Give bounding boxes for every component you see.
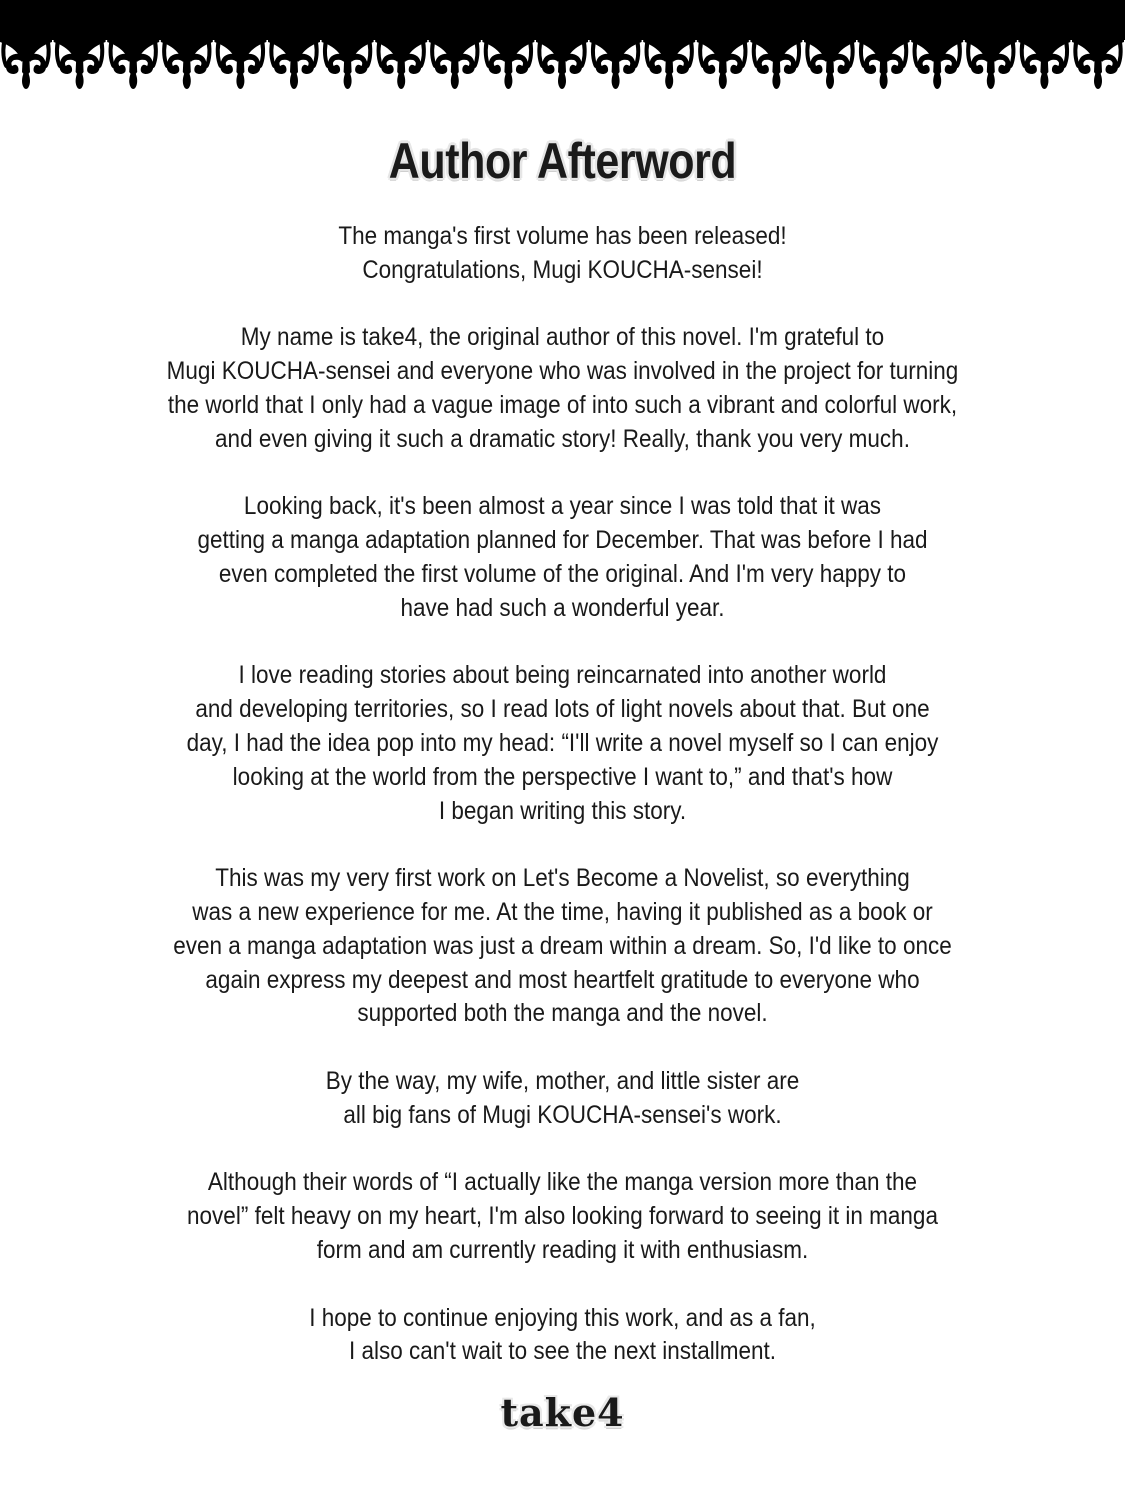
text-line: This was my very first work on Let's Become a Novelist, so everything	[215, 864, 910, 893]
paragraph	[146, 1302, 979, 1370]
paragraph	[146, 220, 979, 288]
text-line: getting a manga adaptation planned for December. That was before I had	[197, 526, 928, 555]
text-line: looking at the world from the perspective I want to,” and that's how	[232, 762, 893, 791]
ornament-motif-icon	[429, 32, 481, 89]
text-line: By the way, my wife, mother, and little sister are	[325, 1066, 800, 1095]
ornament-motif-icon	[322, 32, 374, 89]
ornament-motif-icon	[750, 32, 802, 89]
text-line: day, I had the idea pop into my head: “I'll write a novel myself so I can enjoy	[186, 728, 939, 757]
ornament-motif-icon	[161, 32, 213, 89]
text-line: the world that I only had a vague image of into such a vibrant and colorful work,	[167, 390, 958, 419]
text-line: supported both the manga and the novel.	[357, 999, 768, 1028]
ornament-motif-icon	[0, 32, 52, 89]
text-line: form and am currently reading it with enthusiasm.	[316, 1235, 809, 1264]
ornament-motif-icon	[268, 32, 320, 89]
text-line: novel” felt heavy on my heart, I'm also looking forward to seeing it in manga	[187, 1202, 938, 1231]
text-line: I hope to continue enjoying this work, and as a fan,	[309, 1303, 816, 1332]
paragraph	[146, 1166, 979, 1267]
text-line: have had such a wonderful year.	[400, 593, 725, 622]
text-line: and developing territories, so I read lots of light novels about that. But one	[195, 695, 930, 724]
text-line: Although their words of “I actually like the manga version more than the	[207, 1168, 918, 1197]
paragraph	[146, 1065, 979, 1133]
text-line: again express my deepest and most heartfelt gratitude to everyone who	[205, 965, 920, 994]
ornament-motif-icon	[858, 32, 910, 89]
ornament-motif-icon	[590, 32, 642, 89]
ornament-motif-icon	[214, 32, 266, 89]
text-line: I began writing this story.	[438, 796, 687, 825]
paragraph	[146, 321, 979, 456]
ornament-motif-icon	[804, 32, 856, 89]
afterword-body	[146, 220, 979, 1403]
ornament-motif-icon	[1072, 32, 1124, 89]
text-line: I love reading stories about being reincarnated into another world	[238, 661, 887, 690]
ornament-motif-icon	[54, 32, 106, 89]
ornament-motif-icon	[965, 32, 1017, 89]
text-line: Mugi KOUCHA-sensei and everyone who was involved in the project for turning	[166, 357, 959, 386]
ornament-motif-icon	[536, 32, 588, 89]
paragraph	[146, 659, 979, 828]
ornament-motif-icon	[482, 32, 534, 89]
ornament-motif-icon	[911, 32, 963, 89]
text-line: Congratulations, Mugi KOUCHA-sensei!	[362, 255, 763, 284]
text-line: even a manga adaptation was just a dream within a dream. So, I'd like to once	[173, 931, 952, 960]
ornament-motif-icon	[643, 32, 695, 89]
ornament-motif-icon	[375, 32, 427, 89]
text-line: was a new experience for me. At the time, having it published as a book or	[192, 897, 933, 926]
text-line: Looking back, it's been almost a year since I was told that it was	[243, 492, 882, 521]
ornament-motif-icon	[1018, 32, 1070, 89]
paragraph	[146, 862, 979, 1031]
text-line: The manga's first volume has been released!	[338, 222, 787, 250]
text-line: and even giving it such a dramatic story! Really, thank you very much.	[215, 424, 910, 453]
paragraph	[146, 490, 979, 625]
text-line: My name is take4, the original author of this novel. I'm grateful to	[240, 323, 885, 352]
text-line: all big fans of Mugi KOUCHA-sensei's work.	[343, 1100, 782, 1129]
page-title: Author Afterword	[388, 133, 737, 189]
ornament-motif-icon	[697, 32, 749, 89]
ornament-motif-icon	[107, 32, 159, 89]
ornamental-border-icon	[0, 28, 1125, 92]
text-line: I also can't wait to see the next installment.	[348, 1337, 777, 1366]
text-line: even completed the first volume of the original. And I'm very happy to	[218, 559, 907, 588]
author-signature: take4	[500, 1390, 625, 1435]
